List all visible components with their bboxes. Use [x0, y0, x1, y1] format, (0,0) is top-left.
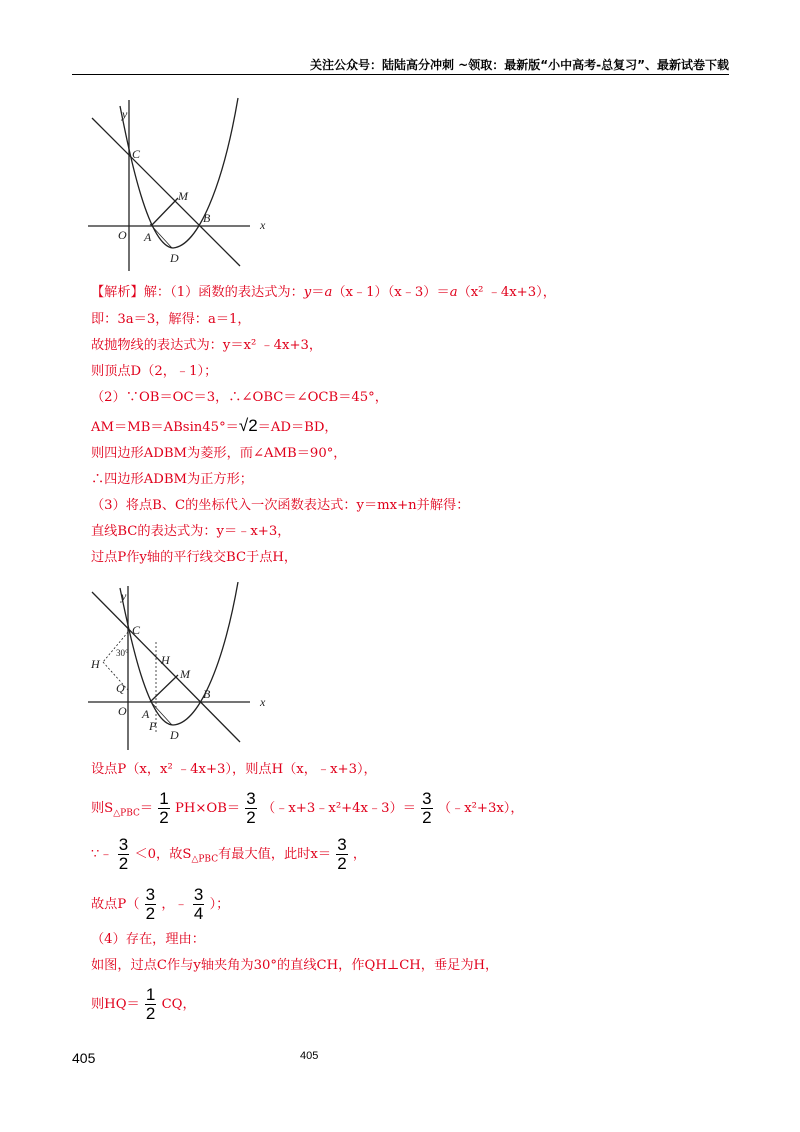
label-o2: O — [118, 704, 127, 718]
label-a2: A — [142, 707, 150, 721]
line-bc — [92, 118, 240, 266]
label-m2: M — [180, 667, 190, 681]
label-a: A — [144, 230, 152, 244]
fraction-three-halves: $\frac{3}{2}$ — [145, 885, 156, 923]
fraction-one-half: $\frac{1}{2}$ — [159, 789, 169, 827]
label-x: x — [260, 218, 266, 232]
text-line-2: 即：3a＝3，解得：a＝1， — [91, 312, 251, 327]
text-line-13: 则$S_{\triangle PBC}=$ $\frac{1}{2}$ PH×OB＝ $\frac{3}{2}$ （﹣x+3﹣x²+4x﹣3）＝ $\frac{3}{2}$ （﹣x²+3x）， — [91, 789, 524, 827]
label-d: D — [170, 251, 179, 265]
label-c2: C — [132, 623, 141, 637]
text-line-5: （2）∵OB＝OC＝3，∴∠OBC＝∠OCB＝45°， — [91, 390, 388, 405]
label-h2: H — [161, 653, 170, 667]
text-line-8: ∴四边形ADBM为正方形； — [91, 472, 253, 487]
label-b2: B — [203, 687, 211, 701]
label-x2: x — [260, 695, 266, 709]
text-line-7: 则四边形ADBM为菱形，而∠AMB＝90°， — [91, 446, 347, 461]
label-d2: D — [170, 728, 179, 742]
page-number-left: 405 — [72, 1050, 96, 1066]
page-number-center: 405 — [300, 1050, 319, 1062]
label-b: B — [203, 211, 211, 225]
fraction-three-halves: $\frac{3}{2}$ — [337, 835, 347, 873]
text-line-9: （3）将点B、C的坐标代入一次函数表达式：y＝mx+n并解得： — [91, 498, 470, 513]
fraction-one-half: $\frac{1}{2}$ — [145, 985, 156, 1023]
text-line-4: 则顶点D（2，﹣1）； — [91, 364, 218, 379]
label-c: C — [132, 147, 141, 161]
segment-am — [151, 198, 178, 226]
text-line-16: （4）存在，理由： — [91, 932, 205, 947]
page-header: 关注公众号：陆陆高分冲刺 ~领取：最新版“小中高考-总复习”、最新试卷下载 — [72, 56, 729, 75]
parabola-figure-2 — [88, 582, 278, 750]
label-o: O — [118, 228, 127, 242]
label-h1: H — [91, 657, 100, 671]
label-y: y — [122, 107, 128, 121]
parabola-figure-1 — [88, 96, 278, 271]
label-q: Q — [116, 681, 125, 695]
fraction-three-halves: $\frac{3}{2}$ — [422, 789, 432, 827]
fraction-three-quarters: $\frac{3}{4}$ — [193, 885, 204, 923]
label-y2: y — [121, 589, 127, 603]
text-line-10: 直线BC的表达式为：y＝﹣x+3， — [91, 524, 291, 539]
fraction-three-halves: $\frac{3}{2}$ — [118, 835, 129, 873]
label-angle: 30° — [116, 648, 129, 658]
text-line-17: 如图，过点C作与y轴夹角为30°的直线CH，作QH⊥CH，垂足为H， — [91, 958, 499, 973]
label-m: M — [178, 189, 188, 203]
text-line-1: 【解析】解：（1）函数的表达式为：y＝a（x﹣1）（x﹣3）＝a（x² ﹣4x+3）， — [91, 285, 556, 300]
text-line-6: AM＝MB＝ABsin45°＝√2＝AD＝BD， — [91, 416, 338, 435]
label-p: P — [149, 719, 157, 733]
text-line-11: 过点P作y轴的平行线交BC于点H， — [91, 550, 298, 565]
text-line-18: 则HQ＝ $\frac{1}{2}$ CQ， — [91, 985, 196, 1023]
text-line-3: 故抛物线的表达式为：y＝x² ﹣4x+3， — [91, 338, 323, 353]
text-line-12: 设点P（x，x² ﹣4x+3），则点H（x，﹣x+3）， — [91, 762, 377, 777]
fraction-three-halves: $\frac{3}{2}$ — [246, 789, 256, 827]
text-line-14: ∵﹣ $\frac{3}{2}$ ＜0，故$S_{\triangle PBC}$有最大值，此时x＝ $\frac{3}{2}$ ， — [91, 835, 367, 873]
text-line-15: 故点P（ $\frac{3}{2}$ ，﹣ $\frac{3}{4}$ ）； — [91, 885, 230, 923]
